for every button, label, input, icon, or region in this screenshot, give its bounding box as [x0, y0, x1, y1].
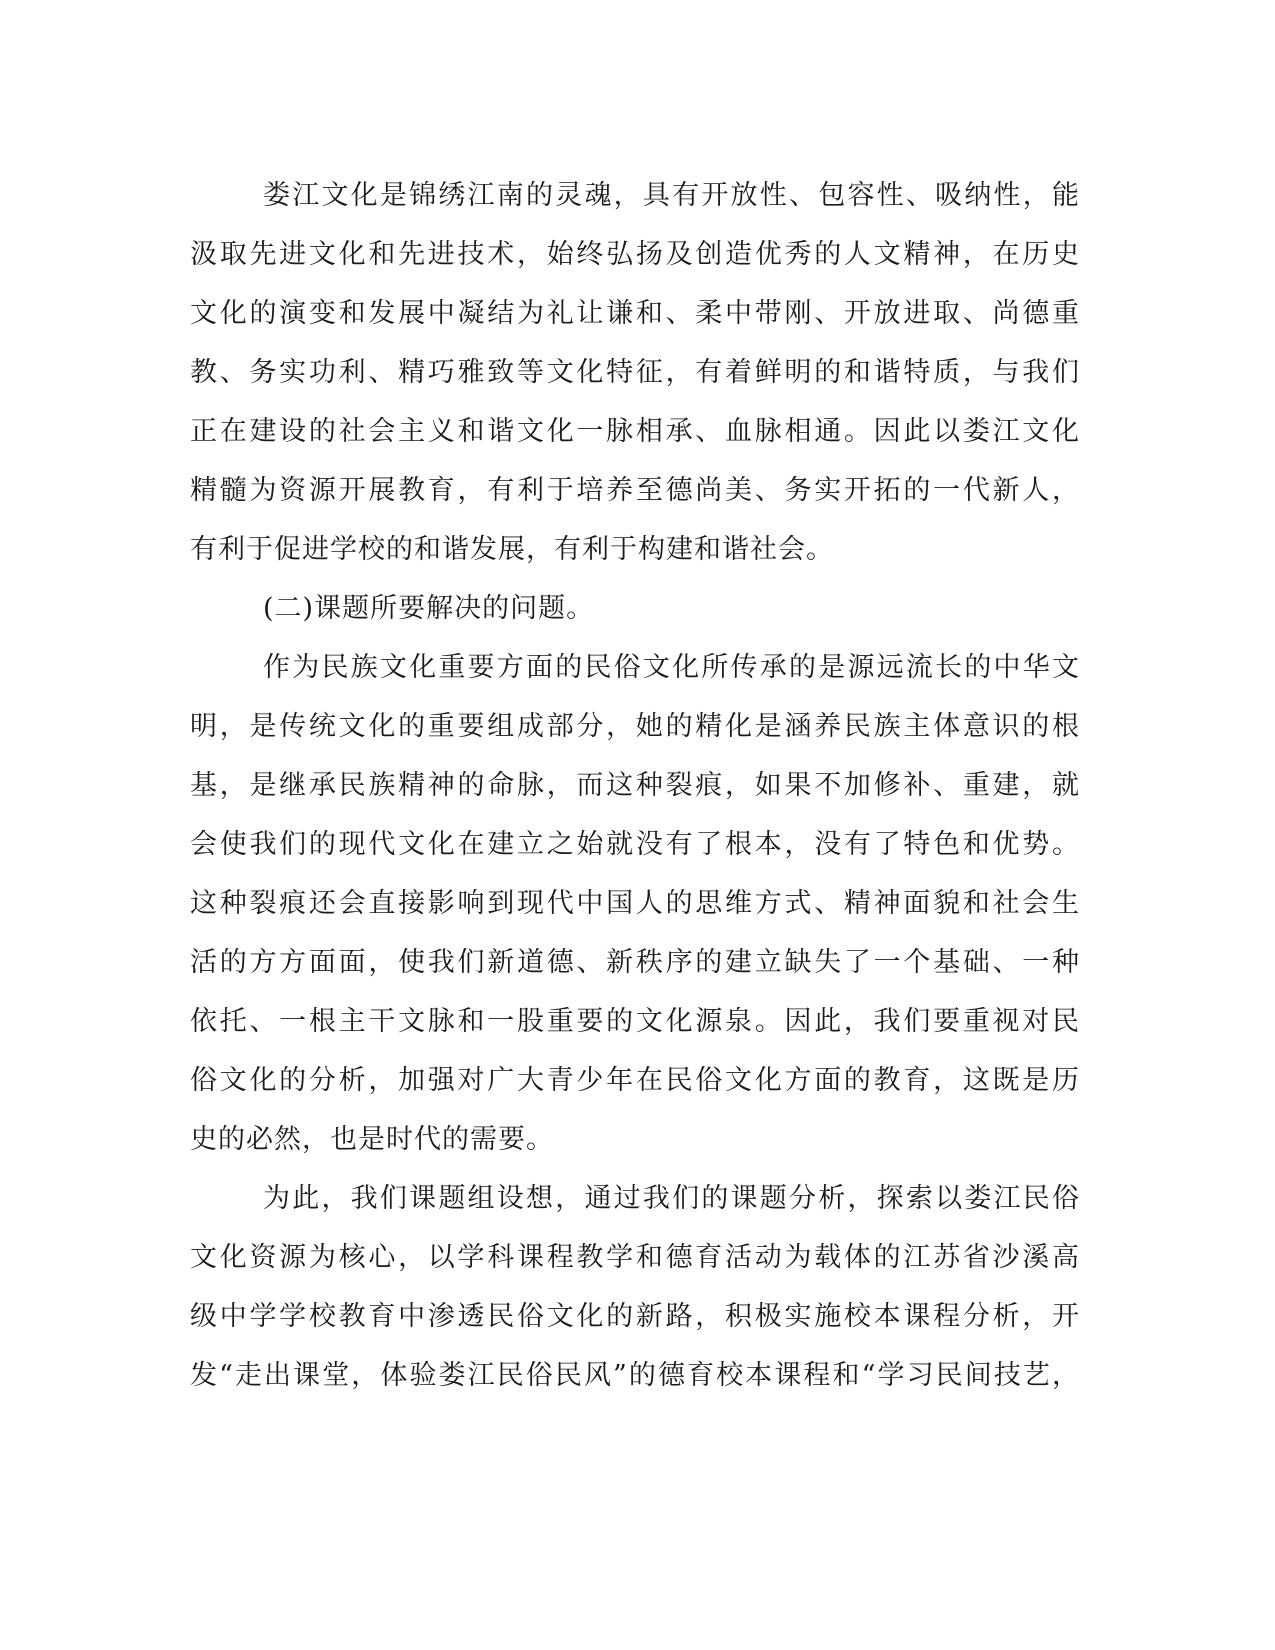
paragraph-3-line-3: 级中学学校教育中渗透民俗文化的新路，积极实施校本课程分析，开: [190, 1301, 1080, 1332]
paragraph-1-line-6: 精髓为资源开展教育，有利于培养至德尚美、务实开拓的一代新人，: [190, 475, 1080, 506]
paragraph-3-line-4: 发“走出课堂，体验娄江民俗民风”的德育校本课程和“学习民间技艺，: [190, 1360, 1080, 1391]
paragraph-2-line-2: 明，是传统文化的重要组成部分，她的精化是涵养民族主体意识的根: [190, 711, 1080, 742]
paragraph-2-line-4: 会使我们的现代文化在建立之始就没有了根本，没有了特色和优势。: [190, 829, 1080, 860]
section-heading: (二)课题所要解决的问题。: [263, 593, 595, 624]
paragraph-1-line-3: 文化的演变和发展中凝结为礼让谦和、柔中带刚、开放进取、尚德重: [190, 298, 1080, 329]
paragraph-2-line-6: 活的方方面面，使我们新道德、新秩序的建立缺失了一个基础、一种: [190, 947, 1080, 978]
paragraph-2-line-8: 俗文化的分析，加强对广大青少年在民俗文化方面的教育，这既是历: [190, 1065, 1080, 1096]
paragraph-1-line-5: 正在建设的社会主义和谐文化一脉相承、血脉相通。因此以娄江文化: [190, 416, 1080, 447]
paragraph-2-line-1: 作为民族文化重要方面的民俗文化所传承的是源远流长的中华文: [263, 652, 1080, 683]
paragraph-2-line-7: 依托、一根主干文脉和一股重要的文化源泉。因此，我们要重视对民: [190, 1006, 1080, 1037]
paragraph-3-line-2: 文化资源为核心，以学科课程教学和德育活动为载体的江苏省沙溪高: [190, 1242, 1080, 1273]
paragraph-2-line-9: 史的必然，也是时代的需要。: [190, 1124, 554, 1155]
paragraph-1-line-7: 有利于促进学校的和谐发展，有利于构建和谐社会。: [190, 534, 834, 565]
paragraph-2-line-5: 这种裂痕还会直接影响到现代中国人的思维方式、精神面貌和社会生: [190, 888, 1080, 919]
paragraph-1-line-1: 娄江文化是锦绣江南的灵魂，具有开放性、包容性、吸纳性，能: [263, 180, 1080, 211]
paragraph-3-line-1: 为此，我们课题组设想，通过我们的课题分析，探索以娄江民俗: [263, 1183, 1080, 1214]
body-text: [190, 166, 1080, 1405]
paragraph-1-line-4: 教、务实功利、精巧雅致等文化特征，有着鲜明的和谐特质，与我们: [190, 357, 1080, 388]
paragraph-2-line-3: 基，是继承民族精神的命脉，而这种裂痕，如果不加修补、重建，就: [190, 770, 1080, 801]
paragraph-1-line-2: 汲取先进文化和先进技术，始终弘扬及创造优秀的人文精神，在历史: [190, 239, 1080, 270]
